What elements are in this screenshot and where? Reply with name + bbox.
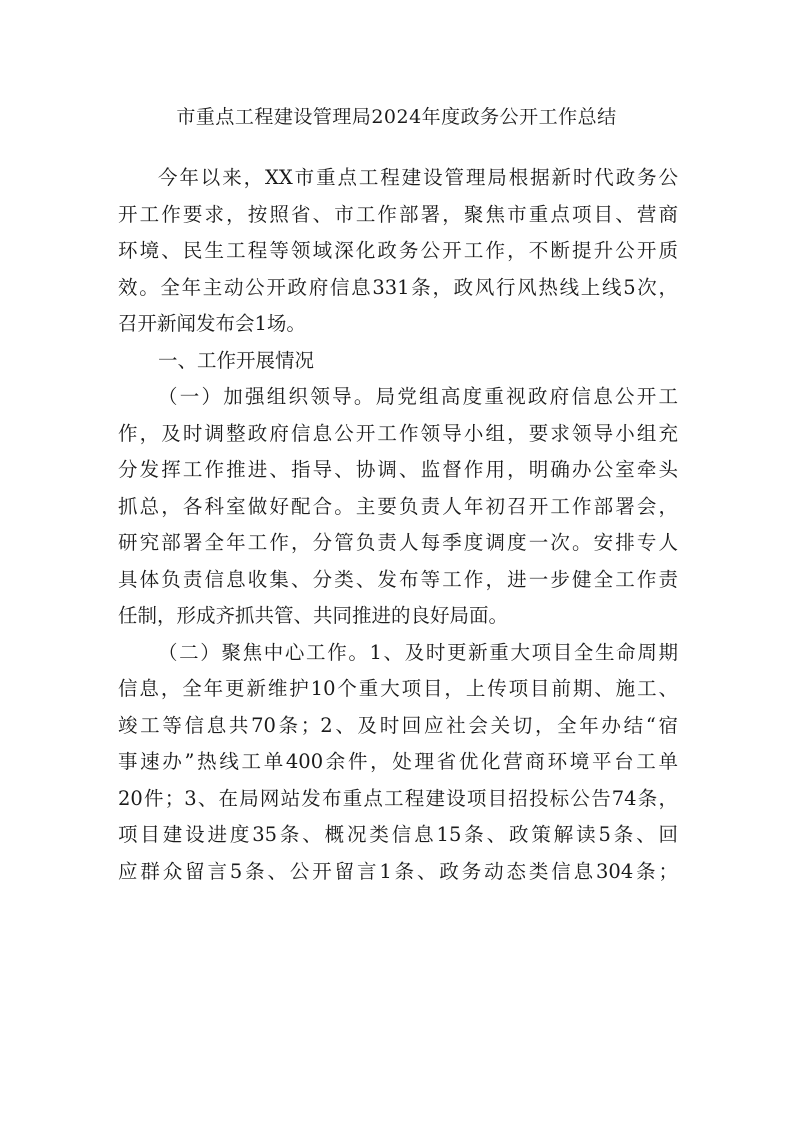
paragraph-line: （一）加强组织领导。局党组高度重视政府信息公开工 bbox=[158, 385, 678, 408]
paragraph-line: 任制，形成齐抓共管、共同推进的良好局面。 bbox=[118, 604, 509, 627]
paragraph-line: 竣工等信息共70条；2、及时回应社会关切，全年办结“宿 bbox=[118, 713, 678, 737]
document-body bbox=[118, 160, 678, 890]
section-heading: 一、工作开展情况 bbox=[158, 348, 315, 372]
paragraph-line: 效。全年主动公开政府信息331条，政风行风热线上线5次， bbox=[118, 275, 678, 299]
paragraph-line: 作，及时调整政府信息公开工作领导小组，要求领导小组充 bbox=[118, 421, 678, 445]
paragraph-line: 开工作要求，按照省、市工作部署，聚焦市重点项目、营商 bbox=[118, 202, 678, 226]
paragraph-line: 事速办”热线工单400余件，处理省优化营商环境平台工单 bbox=[118, 750, 678, 773]
paragraph-line: 环境、民生工程等领域深化政务公开工作，不断提升公开质 bbox=[118, 239, 678, 262]
paragraph-line: 研究部署全年工作，分管负责人每季度调度一次。安排专人 bbox=[118, 531, 678, 554]
paragraph-line: （二）聚焦中心工作。1、及时更新重大项目全生命周期 bbox=[158, 640, 678, 664]
paragraph-line: 20件；3、在局网站发布重点工程建设项目招投标公告74条， bbox=[118, 786, 678, 810]
paragraph-line: 应群众留言5条、公开留言1条、政务动态类信息304条； bbox=[118, 859, 678, 883]
paragraph-line: 分发挥工作推进、指导、协调、监督作用，明确办公室牵头 bbox=[118, 458, 678, 481]
paragraph-line: 今年以来，XX市重点工程建设管理局根据新时代政务公 bbox=[158, 166, 678, 189]
document-title: 市重点工程建设管理局2024年度政务公开工作总结 bbox=[176, 106, 617, 128]
paragraph-line: 抓总，各科室做好配合。主要负责人年初召开工作部署会， bbox=[118, 494, 678, 518]
paragraph-line: 项目建设进度35条、概况类信息15条、政策解读5条、回 bbox=[118, 823, 678, 846]
paragraph-line: 具体负责信息收集、分类、发布等工作，进一步健全工作责 bbox=[118, 567, 678, 591]
paragraph-line: 信息，全年更新维护10个重大项目，上传项目前期、施工、 bbox=[118, 677, 678, 700]
paragraph-line: 召开新闻发布会1场。 bbox=[118, 312, 306, 335]
